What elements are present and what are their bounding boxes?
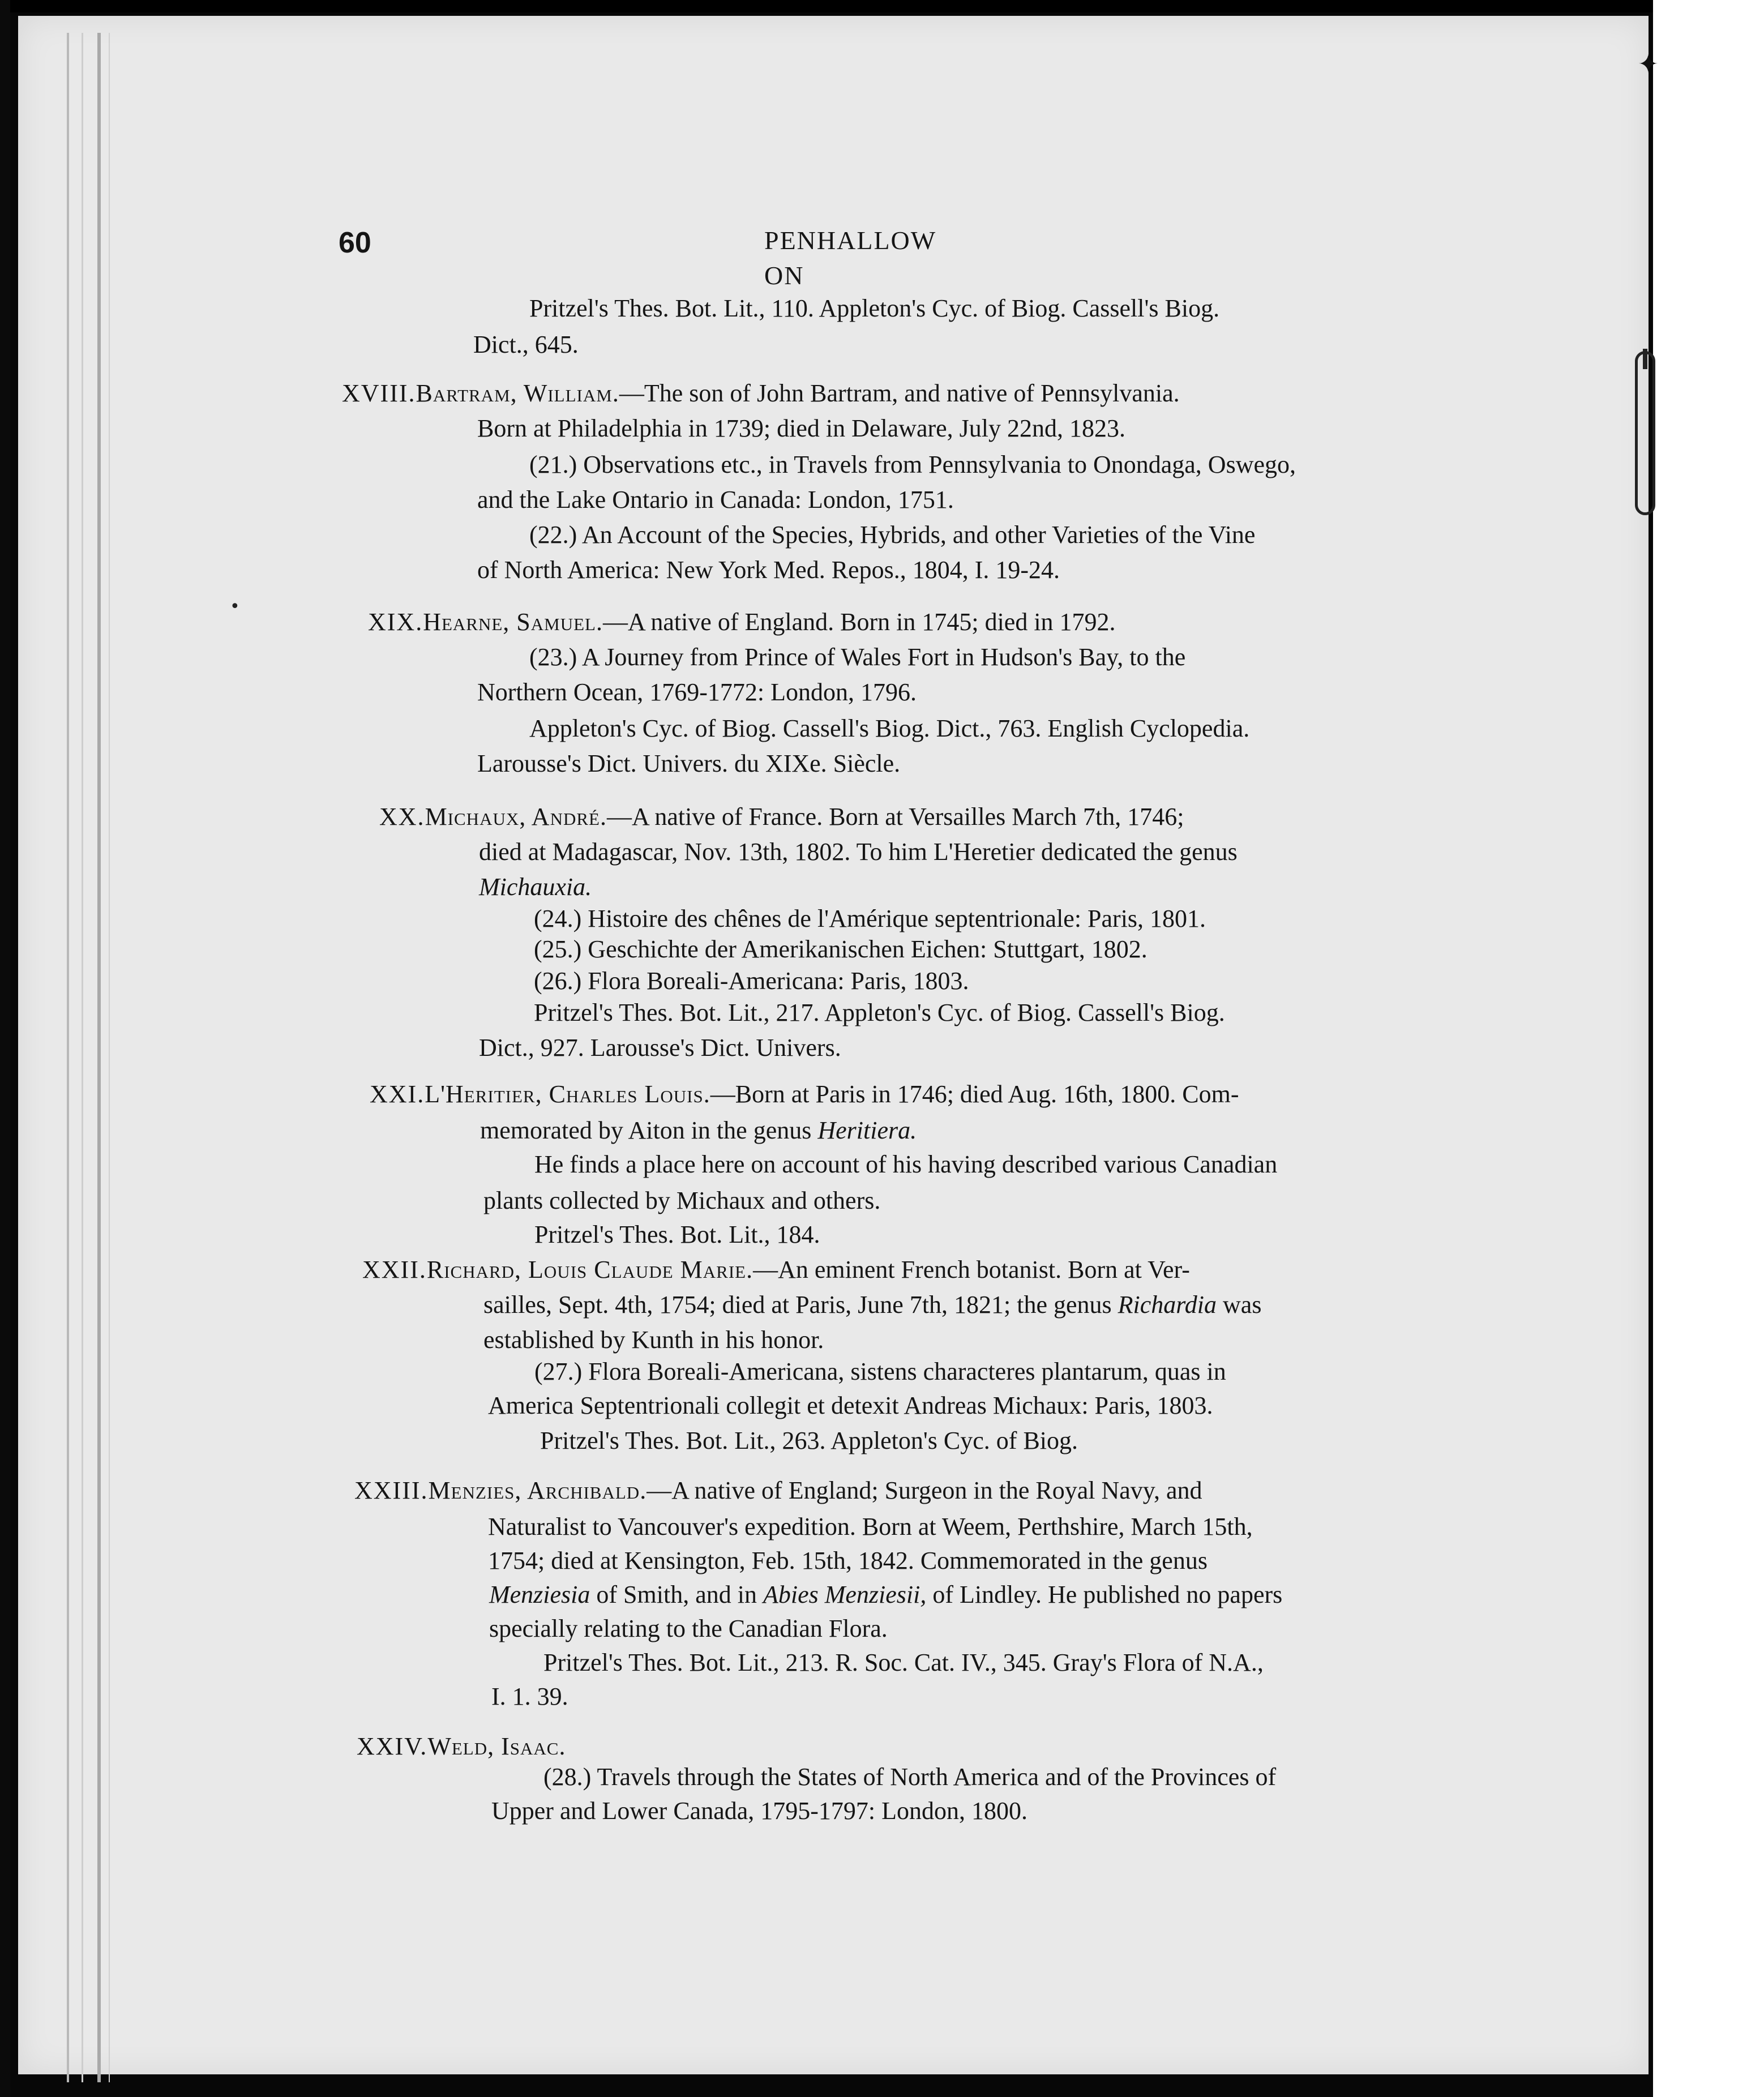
work-line: and the Lake Ontario in Canada: London, 1751. bbox=[477, 486, 954, 513]
note-line: He finds a place here on account of his having described various Canadian bbox=[534, 1150, 1278, 1178]
work-line: (22.) An Account of the Species, Hybrids, and other Varieties of the Vine bbox=[529, 521, 1256, 549]
registration-mark-icon: ✦ bbox=[1638, 50, 1659, 79]
entry-heading: XXIII.Menzies, Archibald.—A native of England; Surgeon in the Royal Navy, and bbox=[354, 1477, 1202, 1504]
work-line: of North America: New York Med. Repos., 1804, I. 19-24. bbox=[477, 556, 1060, 584]
reference-line: Pritzel's Thes. Bot. Lit., 217. Appleton's Cyc. of Biog. Cassell's Biog. bbox=[534, 999, 1225, 1026]
scan-top-border bbox=[0, 0, 1764, 12]
reference-line: Pritzel's Thes. Bot. Lit., 263. Appleton's Cyc. of Biog. bbox=[540, 1427, 1078, 1454]
entry-heading: XXII.Richard, Louis Claude Marie.—An eminent French botanist. Born at Ver- bbox=[362, 1256, 1190, 1283]
entry-line: established by Kunth in his honor. bbox=[483, 1326, 824, 1354]
scan-left-border bbox=[0, 0, 10, 2097]
page-edge-shadow bbox=[109, 33, 110, 2082]
entry-line: Born at Philadelphia in 1739; died in Delaware, July 22nd, 1823. bbox=[477, 414, 1126, 442]
entry-line: died at Madagascar, Nov. 13th, 1802. To him L'Heretier dedicated the genus bbox=[479, 838, 1238, 866]
entry-heading: XIX.Hearne, Samuel.—A native of England. Born in 1745; died in 1792. bbox=[368, 608, 1116, 636]
work-line: Northern Ocean, 1769-1772: London, 1796. bbox=[477, 678, 917, 706]
work-line: (27.) Flora Boreali-Americana, sistens characteres plantarum, quas in bbox=[534, 1358, 1226, 1385]
entry-line: Menziesia of Smith, and in Abies Menziesii, of Lindley. He published no papers bbox=[489, 1581, 1283, 1608]
work-line: America Septentrionali collegit et detexit Andreas Michaux: Paris, 1803. bbox=[488, 1392, 1213, 1419]
entry-line: Michauxia. bbox=[479, 873, 592, 901]
carryover-line: Pritzel's Thes. Bot. Lit., 110. Appleton's Cyc. of Biog. Cassell's Biog. bbox=[529, 294, 1220, 322]
work-line: (24.) Histoire des chênes de l'Amérique septentrionale: Paris, 1801. bbox=[534, 905, 1206, 932]
entry-heading: XX.Michaux, André.—A native of France. Born at Versailles March 7th, 1746; bbox=[379, 803, 1184, 831]
entry-line: 1754; died at Kensington, Feb. 15th, 1842. Commemorated in the genus bbox=[488, 1547, 1208, 1574]
page-number: 60 bbox=[339, 226, 371, 259]
margin-dot-icon: • bbox=[230, 597, 240, 617]
entry-heading: XXI.L'Heritier, Charles Louis.—Born at Paris in 1746; died Aug. 16th, 1800. Com- bbox=[370, 1080, 1239, 1108]
reference-line: Larousse's Dict. Univers. du XIXe. Siècle. bbox=[477, 750, 901, 777]
reference-line: Pritzel's Thes. Bot. Lit., 184. bbox=[534, 1221, 820, 1248]
page-edge-shadow bbox=[82, 33, 83, 2082]
work-line: (25.) Geschichte der Amerikanischen Eichen: Stuttgart, 1802. bbox=[534, 935, 1148, 963]
page-edge-shadow bbox=[97, 33, 101, 2082]
work-line: (28.) Travels through the States of North America and of the Provinces of bbox=[543, 1763, 1277, 1791]
work-line: (21.) Observations etc., in Travels from Pennsylvania to Onondaga, Oswego, bbox=[529, 451, 1296, 478]
reference-line: I. 1. 39. bbox=[491, 1683, 568, 1710]
entry-line: sailles, Sept. 4th, 1754; died at Paris, June 7th, 1821; the genus Richardia was bbox=[483, 1291, 1262, 1319]
work-line: Upper and Lower Canada, 1795-1797: London, 1800. bbox=[491, 1797, 1028, 1825]
reference-line: Pritzel's Thes. Bot. Lit., 213. R. Soc. Cat. IV., 345. Gray's Flora of N.A., bbox=[543, 1649, 1264, 1676]
binding-clip-icon bbox=[1635, 351, 1655, 515]
entry-heading: XXIV.Weld, Isaac. bbox=[357, 1732, 566, 1760]
page-edge-shadow bbox=[67, 33, 69, 2082]
entry-line: specially relating to the Canadian Flora. bbox=[489, 1615, 888, 1642]
work-line: (23.) A Journey from Prince of Wales Fort in Hudson's Bay, to the bbox=[529, 643, 1186, 671]
reference-line: Appleton's Cyc. of Biog. Cassell's Biog. Dict., 763. English Cyclopedia. bbox=[529, 714, 1250, 742]
reference-line: Dict., 927. Larousse's Dict. Univers. bbox=[479, 1034, 841, 1062]
carryover-line: Dict., 645. bbox=[473, 331, 579, 358]
work-line: (26.) Flora Boreali-Americana: Paris, 1803. bbox=[534, 967, 969, 995]
entry-line: memorated by Aiton in the genus Heritiera. bbox=[480, 1116, 917, 1144]
note-line: plants collected by Michaux and others. bbox=[483, 1187, 881, 1214]
running-title: PENHALLOW ON bbox=[764, 226, 936, 290]
entry-heading: XVIII.Bartram, William.—The son of John Bartram, and native of Pennsylvania. bbox=[342, 379, 1180, 407]
entry-line: Naturalist to Vancouver's expedition. Born at Weem, Perthshire, March 15th, bbox=[488, 1513, 1253, 1540]
right-margin bbox=[1653, 0, 1764, 2097]
